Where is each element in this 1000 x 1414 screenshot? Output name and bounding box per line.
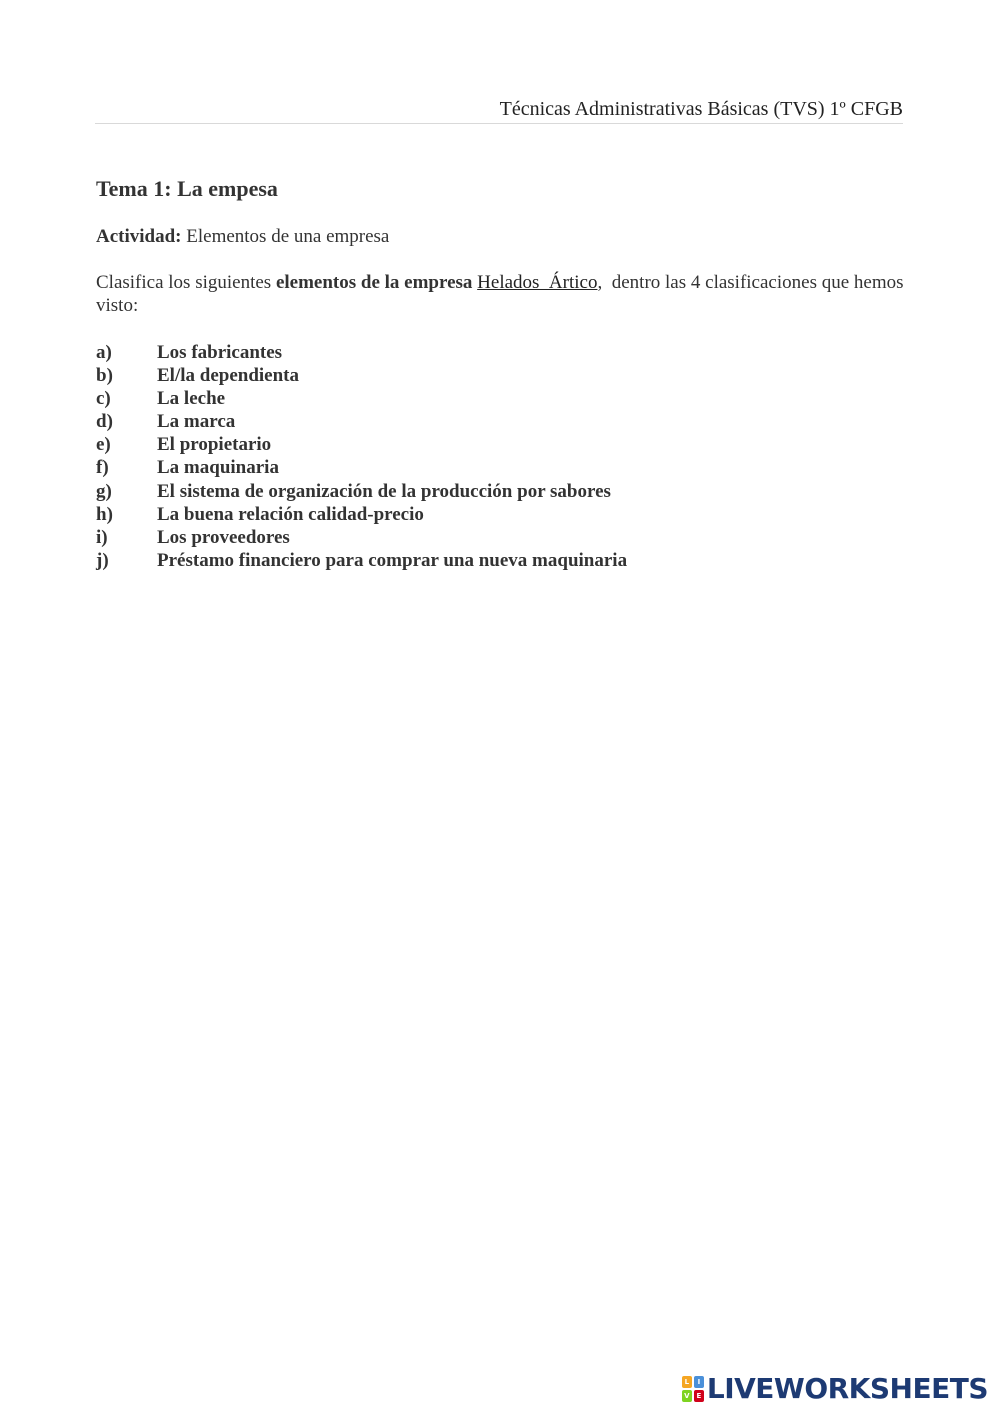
brand-name: LIVEWORKSHEETS xyxy=(706,1372,988,1405)
item-text: La maquinaria xyxy=(157,457,279,479)
list-item xyxy=(96,341,627,364)
company-name: Helados Ártico xyxy=(477,272,598,293)
activity-label: Actividad: xyxy=(96,226,182,247)
logo-tile-v: V xyxy=(682,1390,692,1402)
list-item xyxy=(96,364,627,387)
logo-tile-l: L xyxy=(682,1376,692,1388)
instructions-part1: Clasifica los siguientes xyxy=(96,272,276,293)
elements-list xyxy=(96,341,627,572)
instructions-bold: elementos de la empresa xyxy=(275,272,473,293)
item-letter: e) xyxy=(96,434,111,456)
list-item xyxy=(96,410,627,433)
header-course-title: Técnicas Administrativas Básicas (TVS) 1º CFGB xyxy=(499,98,903,120)
list-item xyxy=(96,480,627,503)
instructions-paragraph xyxy=(96,271,909,317)
item-letter: j) xyxy=(96,549,109,571)
item-letter: h) xyxy=(96,503,113,525)
item-letter: i) xyxy=(96,526,108,548)
item-letter: c) xyxy=(96,388,111,410)
list-item xyxy=(96,456,627,479)
list-item xyxy=(96,526,627,549)
logo-tile-i: I xyxy=(694,1376,704,1388)
instructions-part2: , dentro las 4 clasificaciones que hemos visto: xyxy=(96,272,909,316)
activity-text: Elementos de una empresa xyxy=(181,226,390,247)
item-text: El propietario xyxy=(157,434,272,456)
item-text: Los fabricantes xyxy=(157,342,283,363)
list-item xyxy=(96,433,627,456)
page-header xyxy=(95,97,903,124)
liveworksheets-logo-icon xyxy=(682,1376,704,1402)
item-text: Los proveedores xyxy=(157,526,290,548)
item-letter: f) xyxy=(96,457,109,479)
list-item xyxy=(96,503,627,526)
item-text: La buena relación calidad-precio xyxy=(157,503,424,525)
item-text: Préstamo financiero para comprar una nueva maquinaria xyxy=(157,549,628,571)
liveworksheets-brand[interactable] xyxy=(682,1373,988,1405)
item-text: El sistema de organización de la producción por sabores xyxy=(157,480,611,502)
item-letter: g) xyxy=(96,480,112,502)
activity-line xyxy=(96,225,389,249)
page-title: Tema 1: La empesa xyxy=(96,176,278,201)
item-letter: d) xyxy=(96,411,113,433)
list-item xyxy=(96,387,627,410)
list-item xyxy=(96,549,627,572)
item-letter: a) xyxy=(96,342,112,363)
item-text: La marca xyxy=(157,411,236,433)
item-letter: b) xyxy=(96,365,113,387)
logo-tile-e: E xyxy=(694,1390,704,1402)
item-text: La leche xyxy=(157,388,226,410)
item-text: El/la dependienta xyxy=(157,365,299,387)
